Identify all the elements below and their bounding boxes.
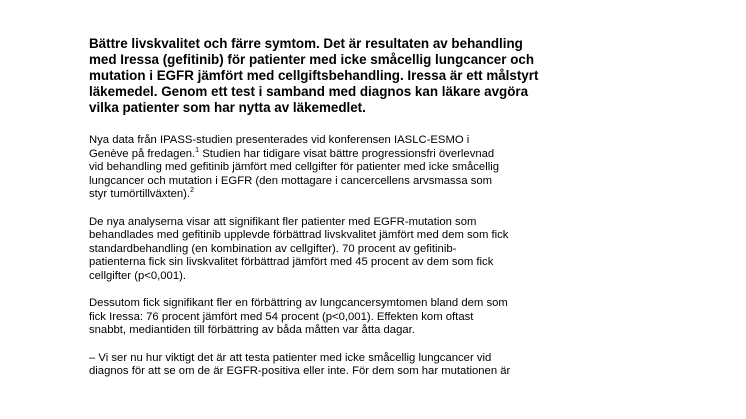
paragraph-line: behandlades med gefitinib upplevde förbättrad livskvalitet jämfört med dem som fick xyxy=(89,229,509,241)
body-paragraph-4 xyxy=(89,352,649,379)
body-paragraph-1 xyxy=(89,134,649,202)
paragraph-line: patienterna fick sin livskvalitet förbättrad jämfört med 45 procent av dem som fick xyxy=(89,256,494,268)
footnote-ref-1: 1 xyxy=(195,146,200,154)
paragraph-line: – Vi ser nu hur viktigt det är att testa patienter med icke småcellig lungcancer vid xyxy=(89,351,492,364)
paragraph-line: vid behandling med gefitinib jämfört med cellgifter för patienter med icke småcellig xyxy=(89,161,500,173)
paragraph-line xyxy=(89,188,649,202)
lead-line: med Iressa (gefitinib) för patienter med icke småcellig lungcancer och xyxy=(89,52,534,67)
paragraph-line: fick Iressa: 76 procent jämfört med 54 procent (p<0,001). Effekten kom oftast xyxy=(89,310,474,323)
paragraph-line: Dessutom fick signifikant fler en förbättring av lungcancersymtomen bland dem som xyxy=(89,297,508,309)
lead-line: vilka patienter som har nytta av läkemedlet. xyxy=(89,100,366,115)
paragraph-line: diagnos för att se om de är EGFR-positiva eller inte. För dem som har mutationen är xyxy=(89,365,511,377)
body-paragraph-2 xyxy=(89,216,649,284)
lead-line: mutation i EGFR jämfört med cellgiftsbehandling. Iressa är ett målstyrt xyxy=(89,68,539,83)
paragraph-line: standardbehandling (en kombination av cellgifter). 70 procent av gefitinib- xyxy=(89,242,457,255)
lead-line: Bättre livskvalitet och färre symtom. Det är resultaten av behandling xyxy=(89,36,523,51)
paragraph-line xyxy=(89,148,649,162)
lead-line: läkemedel. Genom ett test i samband med diagnos kan läkare avgöra xyxy=(89,84,529,99)
paragraph-line: cellgifter (p<0,001). xyxy=(89,269,187,282)
paragraph-line: De nya analyserna visar att signifikant fler patienter med EGFR-mutation som xyxy=(89,215,477,228)
text-fragment: Studien har tidigare visat bättre progressionsfri överlevnad xyxy=(199,147,495,160)
text-fragment: styr tumörtillväxten). xyxy=(89,188,191,200)
footnote-ref-2: 2 xyxy=(190,187,194,195)
text-fragment: Genève på fredagen. xyxy=(89,147,196,160)
body-paragraph-3 xyxy=(89,297,649,338)
paragraph-line: lungcancer och mutation i EGFR (den mottagare i cancercellens arvsmassa som xyxy=(89,174,493,187)
document-page xyxy=(89,36,649,393)
lead-paragraph xyxy=(89,36,649,116)
paragraph-line: snabbt, mediantiden till förbättring av båda måtten var åtta dagar. xyxy=(89,324,415,336)
paragraph-line: Nya data från IPASS-studien presenterades vid konferensen IASLC-ESMO i xyxy=(89,134,470,146)
